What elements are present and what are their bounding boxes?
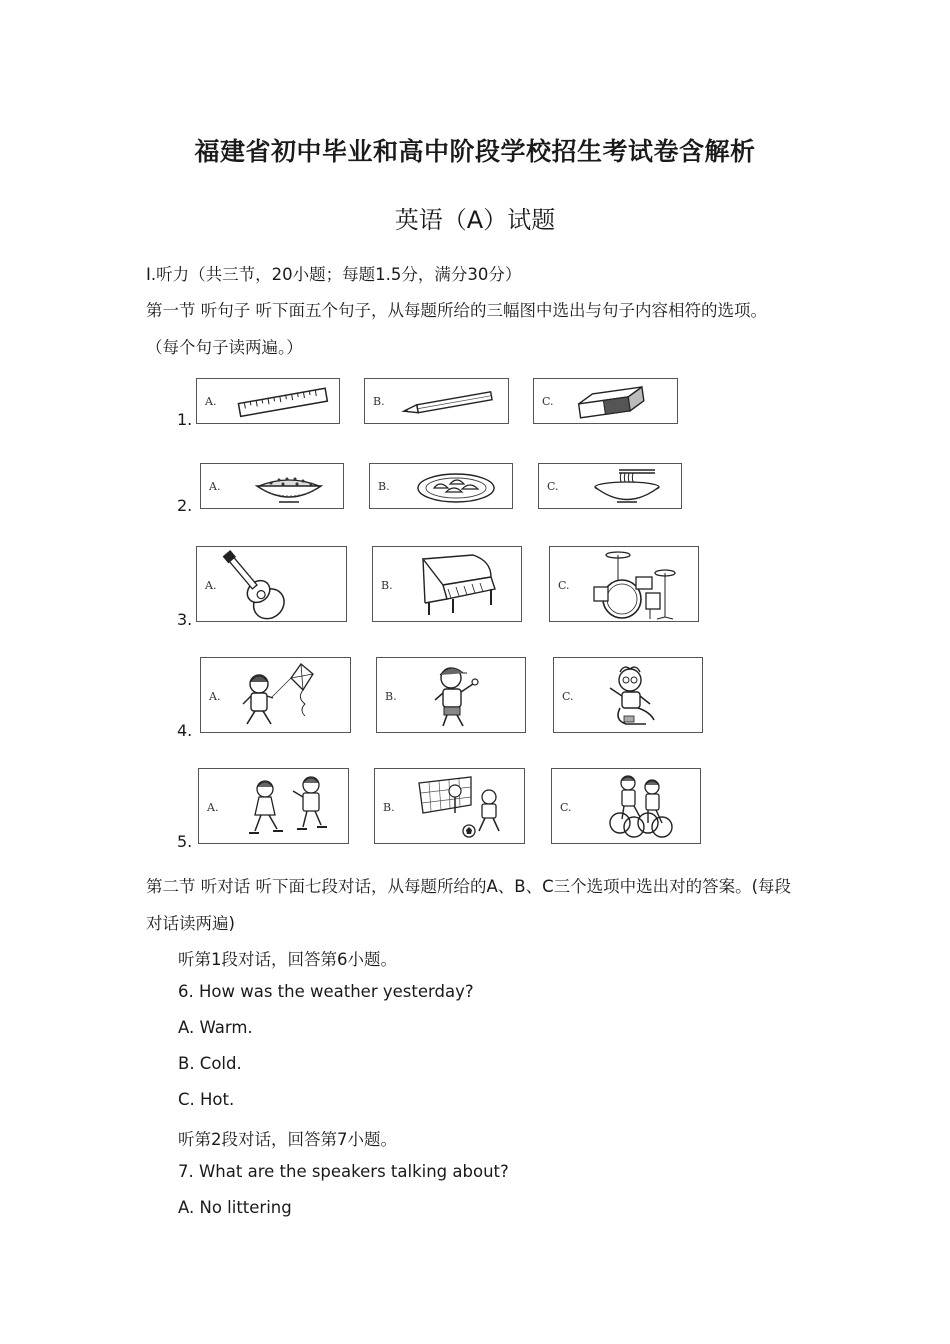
kids-cycling-icon [552, 769, 702, 845]
drums-icon [550, 547, 700, 623]
option-box-q1-c[interactable] [533, 378, 678, 424]
piano-icon [373, 547, 523, 623]
option-box-q5-c[interactable] [551, 768, 701, 844]
answer-option: A. Warm. [178, 1018, 253, 1037]
answer-option: B. Cold. [178, 1054, 242, 1073]
option-box-q3-c[interactable] [549, 546, 699, 622]
pencil-icon [365, 379, 510, 425]
option-box-q1-b[interactable] [364, 378, 509, 424]
section-header: Ⅰ.听力（共三节，20小题；每题1.5分，满分30分） [146, 265, 522, 284]
kids-soccer-icon [375, 769, 526, 845]
guitar-icon [197, 547, 348, 623]
noodles-bowl-icon [539, 464, 683, 510]
option-box-q2-b[interactable] [369, 463, 513, 509]
question-number: 5. [177, 832, 193, 851]
option-box-q5-b[interactable] [374, 768, 525, 844]
option-box-q5-a[interactable] [198, 768, 349, 844]
part1-instruction: 第一节 听句子 听下面五个句子，从每题所给的三幅图中选出与句子内容相符的选项。 [146, 301, 767, 320]
eraser-icon [534, 379, 679, 425]
option-box-q3-a[interactable] [196, 546, 347, 622]
option-letter: A. [209, 480, 221, 493]
option-letter: B. [378, 480, 390, 493]
option-box-q4-c[interactable] [553, 657, 703, 733]
dialogue-intro: 听第1段对话，回答第6小题。 [178, 950, 397, 969]
dialogue-intro: 听第2段对话，回答第7小题。 [178, 1130, 397, 1149]
question-text: 7. What are the speakers talking about? [178, 1162, 509, 1181]
option-box-q2-c[interactable] [538, 463, 682, 509]
option-letter: A. [209, 690, 221, 703]
rice-bowl-icon [201, 464, 345, 510]
part2-instruction-note: 对话读两遍) [146, 914, 235, 933]
document-title: 福建省初中毕业和高中阶段学校招生考试卷含解析 [194, 137, 756, 166]
answer-option: A. No littering [178, 1198, 292, 1217]
part1-instruction-note: （每个句子读两遍。） [146, 338, 303, 357]
option-letter: C. [562, 690, 574, 703]
option-box-q3-b[interactable] [372, 546, 522, 622]
option-letter: C. [542, 395, 554, 408]
question-number: 4. [177, 721, 193, 740]
question-number: 1. [177, 410, 193, 429]
option-letter: B. [381, 579, 393, 592]
option-letter: B. [373, 395, 385, 408]
option-letter: C. [560, 801, 572, 814]
dumplings-plate-icon [370, 464, 514, 510]
kids-skating-icon [199, 769, 350, 845]
ruler-icon [197, 379, 341, 425]
option-letter: A. [207, 801, 219, 814]
boy-kite-icon [201, 658, 352, 734]
option-box-q4-b[interactable] [376, 657, 526, 733]
option-box-q4-a[interactable] [200, 657, 351, 733]
boy-waving-icon [377, 658, 527, 734]
question-number: 3. [177, 610, 193, 629]
option-letter: A. [205, 579, 217, 592]
document-subtitle: 英语（A）试题 [394, 206, 556, 234]
question-text: 6. How was the weather yesterday? [178, 982, 474, 1001]
question-number: 2. [177, 496, 193, 515]
part2-instruction: 第二节 听对话 听下面七段对话，从每题所给的A、B、C三个选项中选出对的答案。(每段 [146, 877, 792, 896]
option-letter: C. [547, 480, 559, 493]
option-letter: B. [383, 801, 395, 814]
answer-option: C. Hot. [178, 1090, 235, 1109]
option-letter: C. [558, 579, 570, 592]
option-box-q2-a[interactable] [200, 463, 344, 509]
option-letter: B. [385, 690, 397, 703]
boy-hurt-icon [554, 658, 704, 734]
option-letter: A. [205, 395, 217, 408]
option-box-q1-a[interactable] [196, 378, 340, 424]
